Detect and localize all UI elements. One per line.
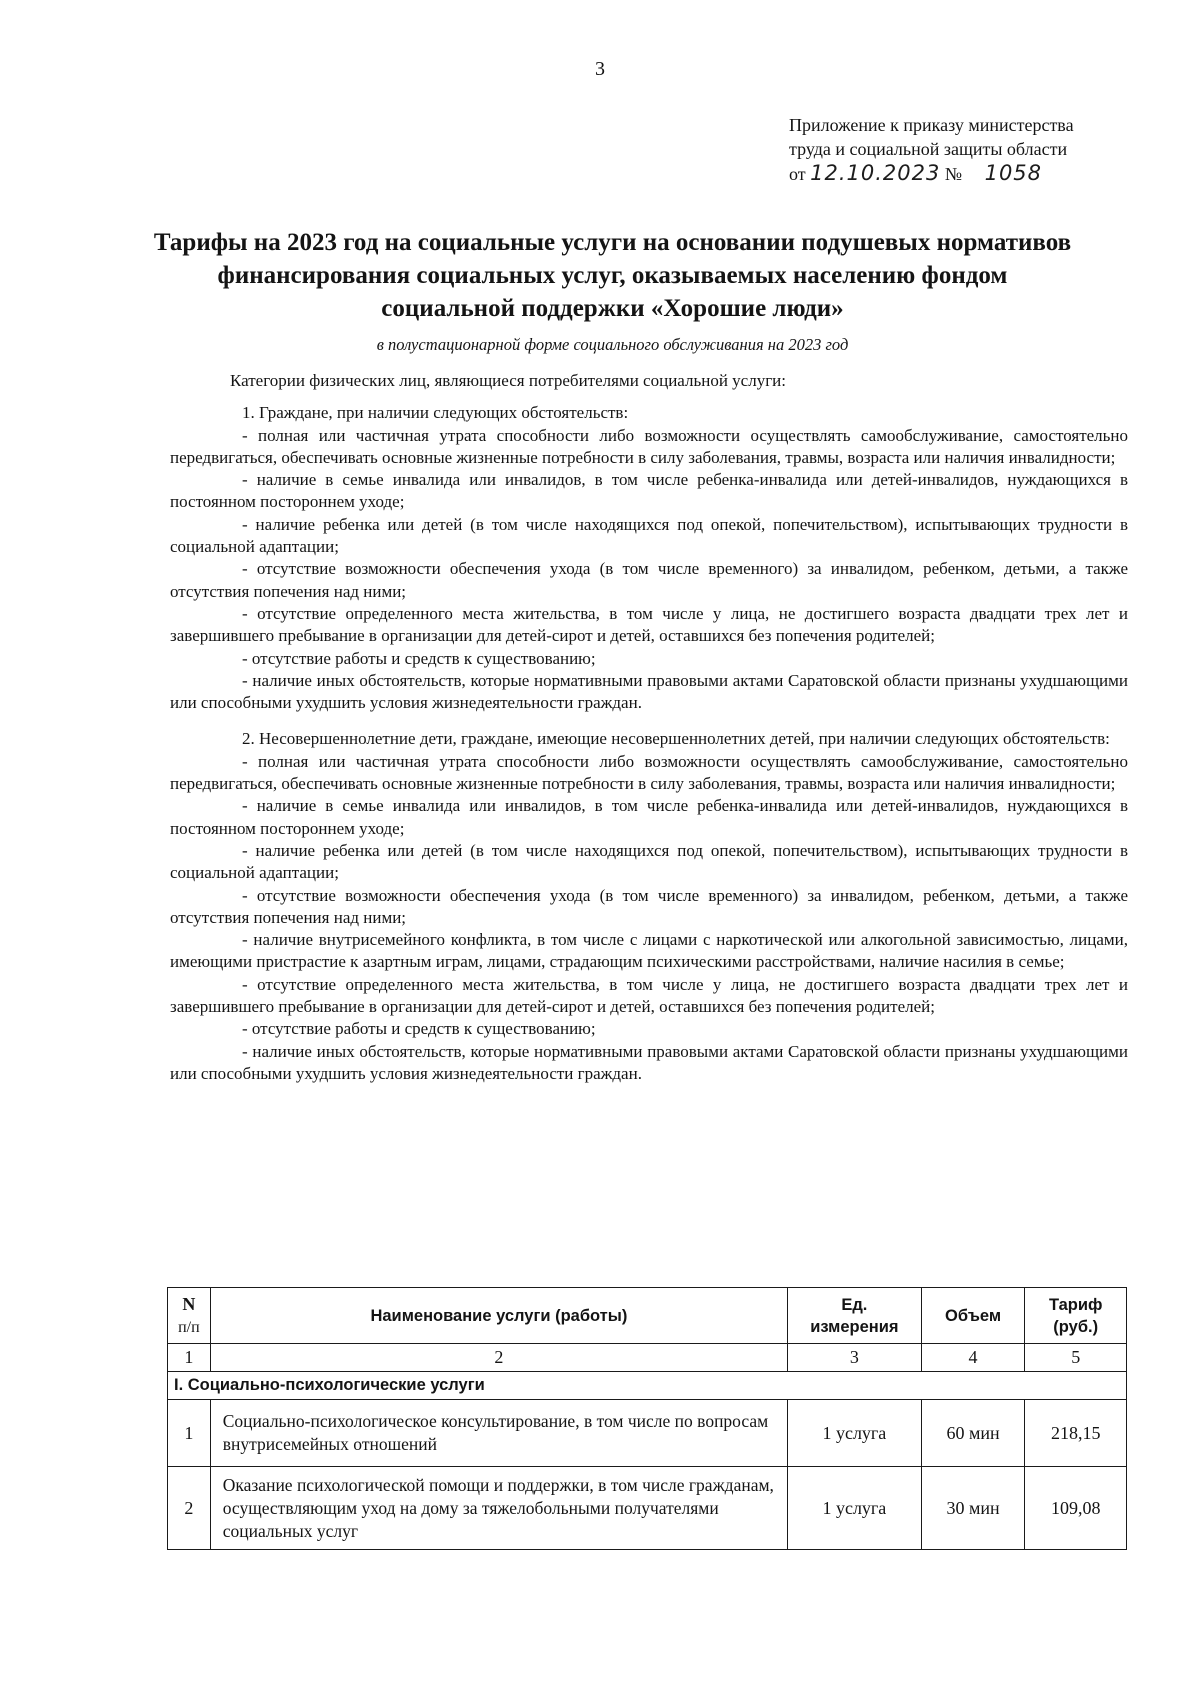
document-title: Тарифы на 2023 год на социальные услуги на основании подушевых нормативов финансирования социальных услуг, оказываемых населению фондом социальной поддержки «Хорошие люди» [153,229,1072,322]
order-line [789,161,1149,186]
page-number: 3 [595,58,605,80]
paragraph: Категории физических лиц, являющиеся потребителями социальной услуги: [230,371,786,390]
column-number: 2 [210,1344,787,1372]
appendix-line-2: труда и социальной защиты области [789,139,1068,159]
header-num-line-2: п/п [178,1318,200,1336]
header-num-line-1: N [182,1293,196,1314]
row-unit: 1 услуга [788,1467,922,1550]
document-body [170,370,1128,1085]
row-unit: 1 услуга [788,1400,922,1467]
paragraph: - отсутствие работы и средств к существованию; [242,1019,596,1039]
header-tariff-line-2: (руб.) [1053,1317,1099,1336]
order-date: 12.10.2023 [810,161,941,185]
paragraph: - наличие в семье инвалида или инвалидов, в том числе ребенка-инвалида или детей-инвалидов, нуждающихся в постоянном постороннем уходе; [170,470,1128,512]
column-number: 1 [168,1344,211,1372]
section-row [168,1372,1127,1400]
paragraph: - отсутствие возможности обеспечения ухода (в том числе временного) за инвалидом, ребенком, детьми, а также отсутствия попечения над ними; [170,885,1128,927]
paragraph: - наличие внутрисемейного конфликта, в том числе с лицами с наркотической или алкогольной зависимостью, лицами, имеющими пристрастие к азартным играм, лицами, страдающим психическими расстройствами, наличие насилия в семье; [170,930,1128,972]
paragraph: - полная или частичная утрата способности либо возможности осуществлять самообслуживание, самостоятельно передвигаться, обеспечивать основные жизненные потребности в силу заболевания, травмы, возраста или наличия инвалидности; [170,425,1128,467]
paragraph: - наличие ребенка или детей (в том числе находящихся под опекой, попечительством), испытывающих трудности в социальной адаптации; [170,514,1128,557]
header-volume: Объем [921,1288,1025,1344]
paragraph: - наличие в семье инвалида или инвалидов, в том числе ребенка-инвалида или детей-инвалидов, нуждающихся в постоянном постороннем уходе; [170,796,1128,838]
row-num: 1 [168,1400,211,1467]
paragraph: - наличие иных обстоятельств, которые нормативными правовыми актами Саратовской области признаны ухудшающими или способными ухудшить условия жизнедеятельности граждан. [170,670,1128,713]
tariff-table [167,1287,1127,1550]
row-volume: 30 мин [921,1467,1025,1550]
paragraph: 1. Граждане, при наличии следующих обстоятельств: [242,403,629,423]
header-unit [788,1288,922,1344]
row-tariff: 109,08 [1025,1467,1127,1550]
document-subtitle: в полустационарной форме социального обслуживания на 2023 год [376,335,849,354]
paragraph: 2. Несовершеннолетние дети, граждане, имеющие несовершеннолетних детей, при наличии следующих обстоятельств: [242,729,1110,749]
header-tariff-line-1: Тариф [1048,1295,1103,1314]
header-tariff [1025,1288,1127,1344]
order-number: 1058 [984,161,1043,185]
order-number-label: № [944,164,963,184]
row-service-name: Социально-психологическое консультирование, в том числе по вопросам внутрисемейных отношений [210,1400,787,1467]
column-number: 5 [1025,1344,1127,1372]
header-unit-line-1: Ед. [841,1295,868,1314]
order-prefix: от [789,164,806,184]
paragraph: - отсутствие возможности обеспечения ухода (в том числе временного) за инвалидом, ребенком, детьми, а также отсутствия попечения над ними; [170,559,1128,601]
column-number: 4 [921,1344,1025,1372]
table-header-row [168,1288,1127,1344]
row-tariff: 218,15 [1025,1400,1127,1467]
column-number: 3 [788,1344,922,1372]
section-title: I. Социально-психологические услуги [168,1372,1127,1400]
row-num: 2 [168,1467,211,1550]
paragraph: - полная или частичная утрата способности либо возможности осуществлять самообслуживание, самостоятельно передвигаться, обеспечивать основные жизненные потребности в силу заболевания, травмы, возраста или наличия инвалидности; [170,751,1128,794]
paragraph: - наличие иных обстоятельств, которые нормативными правовыми актами Саратовской области признаны ухудшающими или способными ухудшить условия жизнедеятельности граждан. [170,1041,1128,1083]
paragraph: - отсутствие определенного места жительства, в том числе у лица, не достигшего возраста двадцати трех лет и завершившего пребывание в организации для детей-сирот и детей, оставшихся без попечения родителей; [170,974,1128,1017]
appendix-line-1: Приложение к приказу министерства [789,115,1074,135]
header-name: Наименование услуги (работы) [210,1288,787,1344]
header-unit-line-2: измерения [810,1317,899,1336]
table-row [168,1400,1127,1467]
row-volume: 60 мин [921,1400,1025,1467]
paragraph: - наличие ребенка или детей (в том числе находящихся под опекой, попечительством), испытывающих трудности в социальной адаптации; [170,840,1128,883]
table-row [168,1467,1127,1550]
paragraph: - отсутствие работы и средств к существованию; [242,648,596,668]
column-number-row [168,1344,1127,1372]
header-num [168,1288,211,1344]
row-service-name: Оказание психологической помощи и поддержки, в том числе гражданам, осуществляющим уход на дому за тяжелобольными получателями социальных услуг [210,1467,787,1550]
appendix-block [789,113,1149,186]
paragraph: - отсутствие определенного места жительства, в том числе у лица, не достигшего возраста двадцати трех лет и завершившего пребывание в организации для детей-сирот и детей, оставшихся без попечения родителей; [170,603,1128,646]
